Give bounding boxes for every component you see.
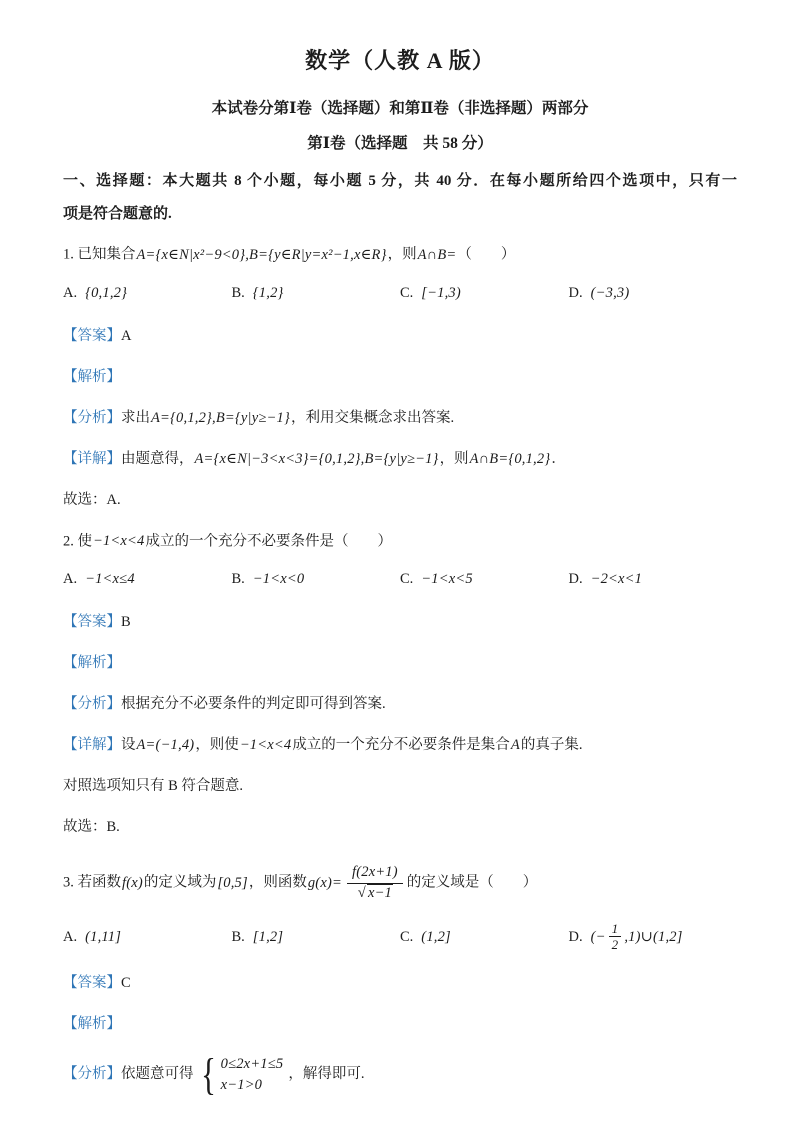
q2-option-a: [63, 566, 232, 592]
q2-xiangjie-text-4: 的真子集.: [520, 737, 583, 754]
q3-radicand: x−1: [367, 884, 393, 901]
q2-fenxi-text: 根据充分不必要条件的判定即可得到答案.: [121, 696, 386, 713]
q1-option-c-label: C.: [400, 284, 414, 301]
q1-option-c-value: [−1,3): [421, 284, 461, 301]
q3-option-b: [232, 924, 401, 950]
q1-answer-value: A: [121, 327, 132, 344]
q3-option-b-label: B.: [231, 929, 245, 946]
q3-fenxi-text-1: 依题意可得: [121, 1065, 194, 1082]
q3-system-of-inequalities: [198, 1049, 285, 1099]
q1-fenxi-line: [63, 408, 737, 429]
q2-fenxi-line: [63, 694, 737, 715]
q1-xiangjie-text-2: ，则: [439, 450, 469, 467]
q1-answer-label: 【答案】: [63, 327, 121, 344]
q3-stem-formula-2: [0,5]: [217, 875, 248, 892]
q3-stem-formula-1: f(x): [122, 875, 143, 892]
q3-fraction-numerator: f(2x+1): [347, 864, 403, 883]
q3-option-d-post: ,1)∪(1,2]: [624, 928, 683, 945]
q3-option-d-fraction-numerator: 1: [609, 922, 622, 937]
q3-fenxi-label: 【分析】: [63, 1065, 121, 1082]
q3-option-a: [63, 924, 232, 950]
q3-stem-formula-3: g(x)=: [307, 875, 342, 892]
q2-answer-label: 【答案】: [63, 614, 121, 631]
q3-jiexi-label: 【解析】: [63, 1015, 121, 1032]
q1-xiangjie-text-1: 由题意得，: [121, 450, 194, 467]
question-1-options: [63, 280, 737, 306]
question-3-options: [63, 922, 737, 953]
question-2-stem: [63, 526, 737, 557]
q3-option-d-pre: (−: [590, 928, 606, 945]
q2-xiangjie-line: [63, 735, 737, 756]
q3-answer-label: 【答案】: [63, 974, 121, 991]
q1-fenxi-text-2: ，利用交集概念求出答案.: [290, 409, 455, 426]
q1-option-d: [569, 280, 738, 306]
question-2-options: [63, 566, 737, 592]
q1-option-a-label: A.: [63, 284, 78, 301]
q1-option-a-value: {0,1,2}: [85, 284, 128, 301]
section-instructions: [63, 165, 737, 231]
exam-structure-subtitle: 本试卷分第Ⅰ卷（选择题）和第Ⅱ卷（非选择题）两部分: [211, 100, 589, 117]
q3-stem-text-2: 的定义域为: [143, 875, 217, 892]
q1-jiexi-label: 【解析】: [63, 368, 121, 385]
q1-answer-paren: （ ）: [457, 246, 516, 263]
q2-answer-value: B: [121, 614, 131, 631]
q3-stem-text-3: ，则函数: [248, 875, 307, 892]
q3-cases-brace: {: [200, 1049, 216, 1099]
q3-option-a-value: (1,11]: [85, 929, 122, 946]
q3-stem-text-1: 3. 若函数: [63, 875, 121, 892]
q3-option-d: [569, 922, 738, 953]
q2-answer-line: [63, 612, 737, 633]
q2-xiangjie-label: 【详解】: [63, 737, 121, 754]
q2-conclusion: [63, 817, 737, 838]
q1-intersection-formula: A∩B=: [417, 246, 457, 263]
q2-stem-text-2: 成立的一个充分不必要条件是（ ）: [145, 533, 392, 550]
q3-stem-text-4: 的定义域是（ ）: [406, 875, 538, 892]
q2-xiangjie-text-1: 设: [121, 737, 136, 754]
q1-fenxi-text-1: 求出: [121, 409, 150, 426]
q3-option-c-value: (1,2]: [421, 929, 451, 946]
q1-stem-text: 1. 已知集合: [63, 246, 136, 263]
q1-xiangjie-formula-2: A∩B={0,1,2}: [469, 450, 551, 467]
q2-jiexi-line: [63, 653, 737, 674]
q1-xiangjie-line: [63, 449, 737, 470]
q2-stem-formula-1: −1<x<4: [93, 533, 145, 550]
q2-option-d-label: D.: [568, 571, 583, 588]
q2-xiangjie-formula-1: A=(−1,4): [136, 737, 195, 754]
q3-option-d-fraction: [609, 922, 622, 953]
q3-option-b-value: [1,2]: [252, 929, 284, 946]
section-one-heading: 第Ⅰ卷（选择题 共 58 分）: [307, 135, 493, 152]
q2-fenxi-label: 【分析】: [63, 696, 121, 713]
q2-option-b: [232, 566, 401, 592]
q1-xiangjie-formula-1: A={x∈N|−3<x<3}={0,1,2},B={y|y≥−1}: [194, 450, 439, 467]
page-title: 数学（人教 A 版）: [305, 48, 495, 73]
q2-option-b-label: B.: [231, 571, 245, 588]
q3-case-2: x−1>0: [220, 1076, 263, 1093]
q1-stem-mid: ，则: [387, 246, 417, 263]
instructions-line-1: 一、选择题：本大题共 8 个小题，每小题 5 分，共 40 分．在每小题所给四个选项中，只有一: [63, 173, 737, 189]
q3-option-d-fraction-denominator: 2: [611, 937, 619, 953]
q3-option-a-label: A.: [63, 929, 78, 946]
q3-sqrt-sign: √: [357, 884, 366, 901]
q3-option-c-label: C.: [400, 929, 414, 946]
q3-option-c: [400, 924, 569, 950]
q2-note-text: 对照选项知只有 B 符合题意.: [63, 778, 244, 795]
q3-option-d-label: D.: [568, 928, 583, 945]
q3-fenxi-line: [63, 1049, 737, 1099]
q2-option-c: [400, 566, 569, 592]
q2-xiangjie-text-2: ，则使: [195, 737, 239, 754]
q3-answer-value: C: [121, 974, 131, 991]
q1-option-b-value: {1,2}: [252, 284, 284, 301]
q1-set-formula: A={x∈N|x²−9<0},B={y∈R|y=x²−1,x∈R}: [136, 246, 387, 263]
q3-cases-rows: [220, 1055, 285, 1094]
q1-conclusion-text: 故选：A.: [63, 491, 121, 508]
q2-stem-text-1: 2. 使: [63, 533, 92, 550]
q2-conclusion-text: 故选：B.: [63, 819, 120, 836]
q2-option-c-label: C.: [400, 571, 414, 588]
q1-xiangjie-text-3: ．: [551, 450, 566, 467]
q1-conclusion: [63, 490, 737, 511]
q3-fenxi-text-2: ，解得即可.: [288, 1065, 365, 1082]
q1-jiexi-line: [63, 367, 737, 388]
q3-jiexi-line: [63, 1014, 737, 1035]
q1-option-d-value: (−3,3): [590, 284, 630, 301]
q1-option-b: [232, 280, 401, 306]
q2-note-line: [63, 776, 737, 797]
q3-fraction-denominator: [347, 884, 403, 902]
q2-jiexi-label: 【解析】: [63, 655, 121, 672]
q1-option-c: [400, 280, 569, 306]
instructions-line-2: 项是符合题意的.: [63, 206, 172, 222]
q3-case-1: 0≤2x+1≤5: [220, 1055, 284, 1072]
q2-option-a-value: −1<x≤4: [85, 571, 135, 588]
q2-option-c-value: −1<x<5: [421, 571, 473, 588]
q2-option-a-label: A.: [63, 571, 78, 588]
q2-xiangjie-formula-2: −1<x<4: [239, 737, 292, 754]
q1-fenxi-formula-1: A={0,1,2},B={y|y≥−1}: [151, 409, 290, 426]
q3-fraction: [347, 864, 403, 902]
q1-option-d-label: D.: [568, 284, 583, 301]
q3-answer-line: [63, 973, 737, 994]
q1-answer-line: [63, 326, 737, 347]
q2-xiangjie-text-3: 成立的一个充分不必要条件是集合: [292, 737, 510, 754]
q1-xiangjie-label: 【详解】: [63, 450, 121, 467]
q2-option-d: [569, 566, 738, 592]
q2-option-d-value: −2<x<1: [590, 571, 643, 588]
q1-fenxi-label: 【分析】: [63, 409, 121, 426]
q1-option-b-label: B.: [231, 284, 245, 301]
question-3-stem: [63, 853, 737, 912]
q2-xiangjie-formula-3: A: [510, 737, 520, 754]
q2-option-b-value: −1<x<0: [252, 571, 305, 588]
q1-option-a: [63, 280, 232, 306]
question-1-stem: [63, 239, 737, 270]
